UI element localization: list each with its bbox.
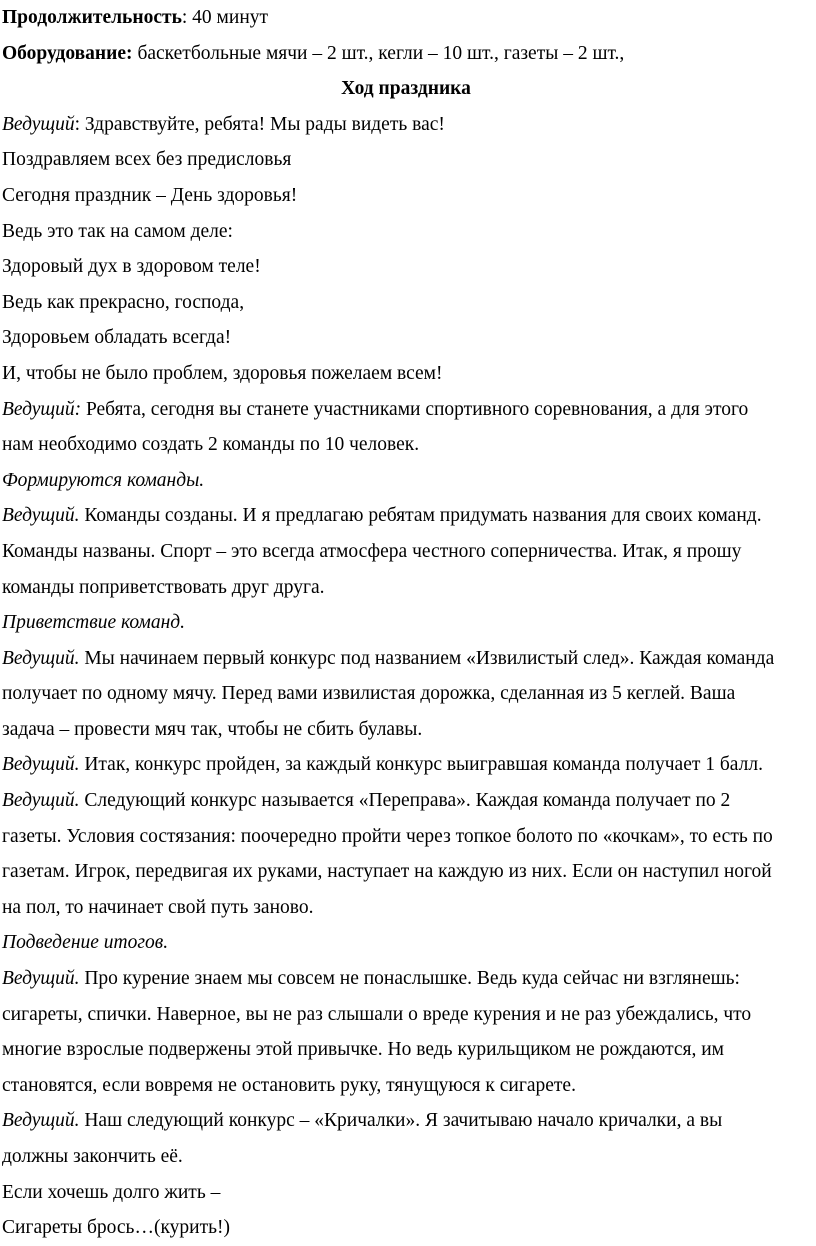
duration-value: : 40 минут bbox=[181, 7, 269, 28]
duration-line bbox=[2, 0, 814, 36]
line-text: сигареты, спички. Наверное, вы не раз слышали о вреде курения и не раз убеждались, что bbox=[2, 1003, 752, 1025]
line-text: Мы начинаем первый конкурс под названием «Извилистый след». Каждая команда bbox=[79, 647, 775, 669]
document-body bbox=[2, 107, 814, 1246]
text-line bbox=[2, 712, 814, 748]
text-line bbox=[2, 463, 814, 499]
text-line bbox=[2, 1032, 814, 1068]
text-line bbox=[2, 392, 814, 428]
line-text: Здоровьем обладать всегда! bbox=[2, 327, 232, 349]
speaker-label: Ведущий bbox=[2, 113, 75, 135]
line-text: получает по одному мячу. Перед вами извилистая дорожка, сделанная из 5 кеглей. Ваша bbox=[2, 683, 736, 705]
line-text: И, чтобы не было проблем, здоровья пожелаем всем! bbox=[2, 362, 443, 384]
line-text: Ведь как прекрасно, господа, bbox=[2, 291, 245, 313]
text-line bbox=[2, 641, 814, 677]
line-text: Сегодня праздник – День здоровья! bbox=[2, 184, 298, 206]
line-text: становятся, если вовремя не остановить руку, тянущуюся к сигарете. bbox=[2, 1074, 576, 1096]
text-line bbox=[2, 854, 814, 890]
line-text: Если хочешь долго жить – bbox=[2, 1181, 221, 1203]
line-text: газеты. Условия состязания: поочередно пройти через топкое болото по «кочкам», то есть по bbox=[2, 825, 773, 847]
equipment-value: баскетбольные мячи – 2 шт., кегли – 10 шт., газеты – 2 шт., bbox=[132, 42, 625, 64]
speaker-label: Ведущий. bbox=[2, 790, 80, 812]
speaker-label: Ведущий. bbox=[2, 968, 80, 990]
line-text: Ведь это так на самом деле: bbox=[2, 220, 233, 242]
line-text: Команды названы. Спорт – это всегда атмосфера честного соперничества. Итак, я прошу bbox=[2, 540, 742, 562]
line-text: должны закончить её. bbox=[2, 1146, 183, 1167]
text-line bbox=[2, 1175, 814, 1211]
text-line bbox=[2, 178, 814, 214]
document-page bbox=[2, 0, 814, 1246]
text-line bbox=[2, 997, 814, 1033]
line-text: Команды созданы. И я предлагаю ребятам придумать названия для своих команд. bbox=[79, 505, 762, 527]
speaker-label: Ведущий. bbox=[2, 647, 80, 669]
text-line bbox=[2, 356, 814, 392]
speaker-label: Ведущий. bbox=[2, 754, 80, 776]
text-line bbox=[2, 819, 814, 855]
text-line bbox=[2, 214, 814, 250]
text-line bbox=[2, 534, 814, 570]
text-line bbox=[2, 961, 814, 997]
text-line bbox=[2, 320, 814, 356]
text-line bbox=[2, 605, 814, 641]
equipment-line bbox=[2, 36, 814, 72]
text-line bbox=[2, 1139, 814, 1175]
text-line bbox=[2, 1210, 814, 1246]
text-line bbox=[2, 747, 814, 783]
text-line bbox=[2, 142, 814, 178]
text-line bbox=[2, 570, 814, 606]
line-text: на пол, то начинает свой путь заново. bbox=[2, 896, 314, 918]
line-text: Здоровый дух в здоровом теле! bbox=[2, 256, 261, 278]
speaker-label: Ведущий. bbox=[2, 1110, 80, 1132]
text-line bbox=[2, 249, 814, 285]
text-line bbox=[2, 890, 814, 926]
line-text: команды поприветствовать друг друга. bbox=[2, 576, 325, 598]
stage-direction: Формируются команды. bbox=[2, 469, 205, 491]
line-text: Наш следующий конкурс – «Кричалки». Я зачитываю начало кричалки, а вы bbox=[79, 1110, 723, 1132]
text-line bbox=[2, 427, 814, 463]
section-heading: Ход праздника bbox=[341, 78, 471, 100]
text-line bbox=[2, 1103, 814, 1139]
text-line bbox=[2, 285, 814, 321]
duration-label: Продолжительность bbox=[2, 7, 182, 28]
text-line bbox=[2, 107, 814, 143]
text-line bbox=[2, 925, 814, 961]
text-line bbox=[2, 1068, 814, 1104]
speaker-label: Ведущий: bbox=[2, 398, 82, 420]
line-text: Ребята, сегодня вы станете участниками спортивного соревнования, а для этого bbox=[81, 398, 749, 420]
text-line bbox=[2, 676, 814, 712]
line-text: Поздравляем всех без предисловья bbox=[2, 149, 292, 171]
line-text: : Здравствуйте, ребята! Мы рады видеть вас! bbox=[74, 113, 445, 135]
stage-direction: Подведение итогов. bbox=[2, 932, 169, 954]
text-line bbox=[2, 783, 814, 819]
line-text: газетам. Игрок, передвигая их руками, наступает на каждую из них. Если он наступил ногой bbox=[2, 861, 772, 883]
text-line bbox=[2, 498, 814, 534]
line-text: задача – провести мяч так, чтобы не сбить булавы. bbox=[2, 718, 423, 740]
stage-direction: Приветствие команд. bbox=[2, 612, 186, 634]
line-text: многие взрослые подвержены этой привычке. Но ведь курильщиком не рождаются, им bbox=[2, 1039, 724, 1061]
line-text: Следующий конкурс называется «Переправа». Каждая команда получает по 2 bbox=[79, 790, 731, 812]
line-text: Сигареты брось…(курить!) bbox=[2, 1217, 230, 1239]
speaker-label: Ведущий. bbox=[2, 505, 80, 527]
equipment-label: Оборудование: bbox=[2, 42, 133, 64]
line-text: нам необходимо создать 2 команды по 10 человек. bbox=[2, 434, 420, 456]
line-text: Итак, конкурс пройден, за каждый конкурс выигравшая команда получает 1 балл. bbox=[79, 754, 763, 776]
line-text: Про курение знаем мы совсем не понаслышке. Ведь куда сейчас ни взглянешь: bbox=[79, 968, 740, 990]
